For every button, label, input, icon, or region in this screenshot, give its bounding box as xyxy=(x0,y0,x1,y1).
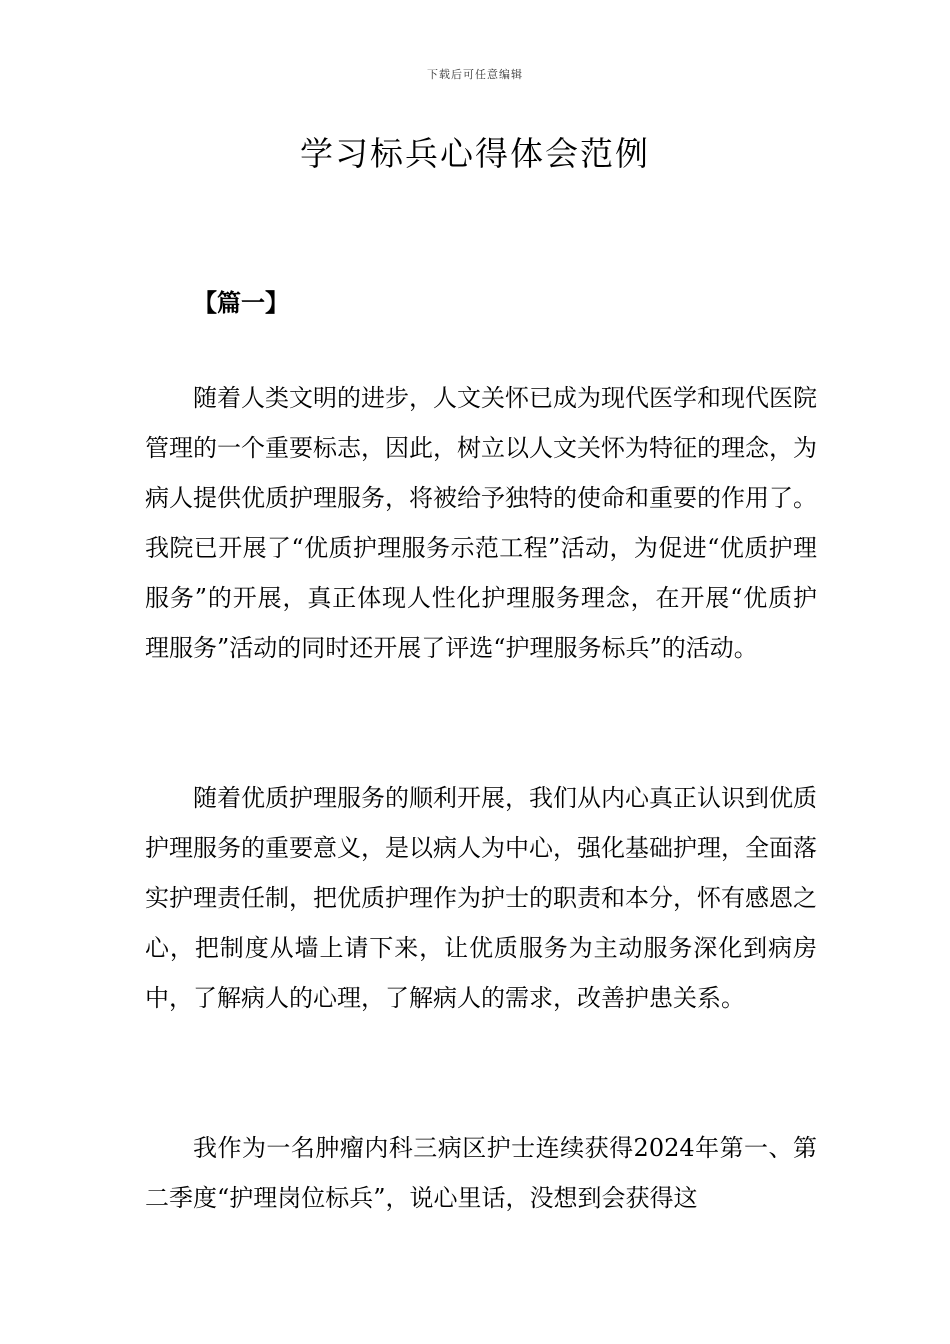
paragraph-1: 随着人类文明的进步，人文关怀已成为现代医学和现代医院管理的一个重要标志，因此，树立以人文关怀为特征的理念，为病人提供优质护理服务，将被给予独特的使命和重要的作用了。我院已开展了“优质护理服务示范工程”活动，为促进“优质护理服务”的开展，真正体现人性化护理服务理念，在开展“优质护理服务”活动的同时还开展了评选“护理服务标兵”的活动。 xyxy=(145,384,817,662)
paragraph-3: 我作为一名肿瘤内科三病区护士连续获得2024年第一、第二季度“护理岗位标兵”，说心里话，没想到会获得这 xyxy=(145,1134,817,1212)
header-note: 下载后可任意编辑 xyxy=(427,68,523,81)
section-label: 【篇一】 xyxy=(193,288,289,317)
document-title: 学习标兵心得体会范例 xyxy=(300,134,650,173)
paragraph-2: 随着优质护理服务的顺利开展，我们从内心真正认识到优质护理服务的重要意义，是以病人为中心，强化基础护理，全面落实护理责任制，把优质护理作为护士的职责和本分，怀有感恩之心，把制度从墙上请下来，让优质服务为主动服务深化到病房中，了解病人的心理，了解病人的需求，改善护患关系。 xyxy=(145,784,817,1012)
